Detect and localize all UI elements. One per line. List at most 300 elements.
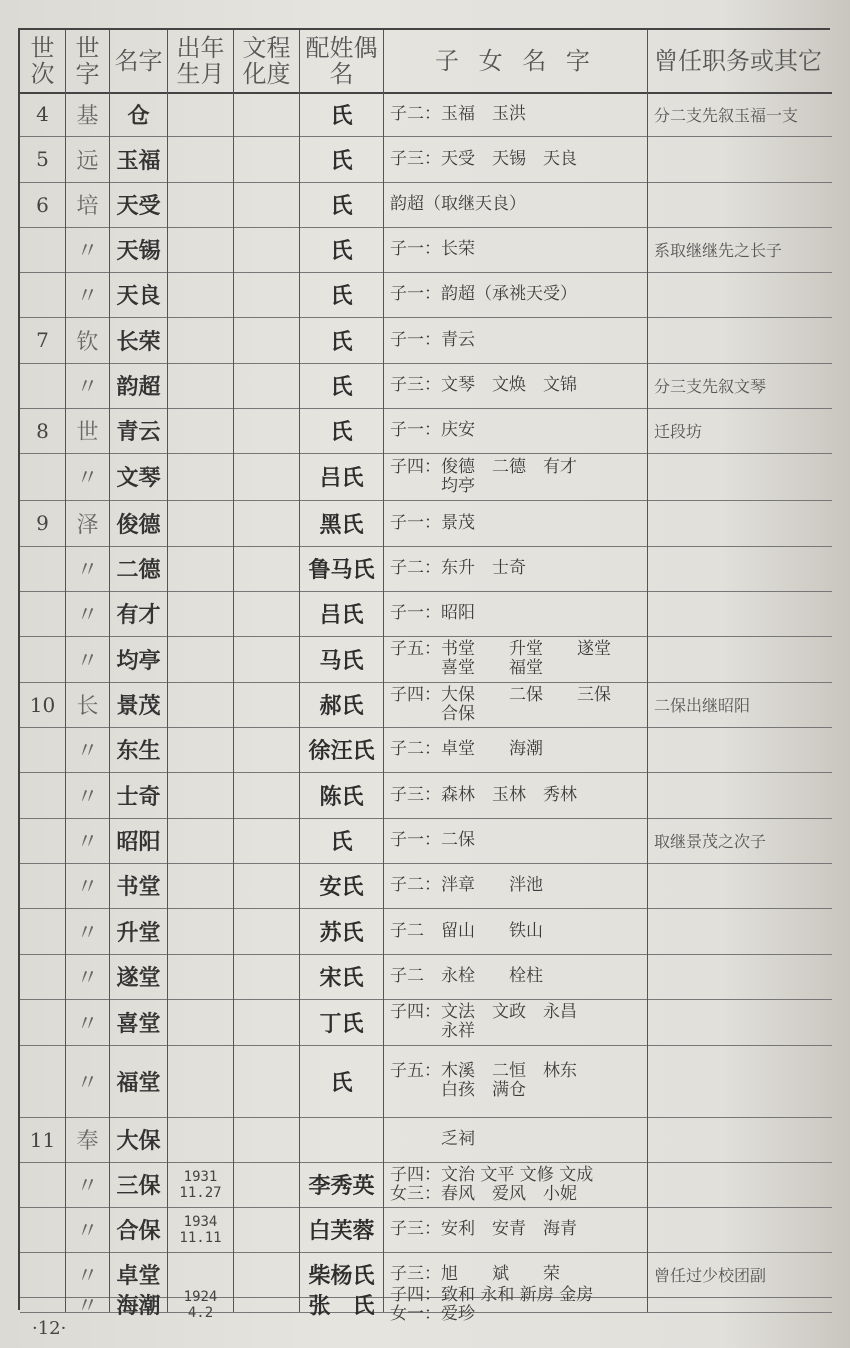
table-row <box>20 682 832 728</box>
generation-cell <box>20 772 66 818</box>
birth-cell <box>168 682 234 727</box>
table-row <box>20 136 832 183</box>
spouse-cell <box>300 1207 384 1252</box>
generation-char-cell <box>66 682 110 727</box>
name-cell <box>110 999 168 1045</box>
name-cell <box>110 317 168 363</box>
header-generation-char <box>66 30 110 92</box>
birth-cell <box>168 92 234 136</box>
name-cell <box>110 92 168 136</box>
education-cell <box>234 682 300 727</box>
note-cell <box>648 999 832 1045</box>
note-cell <box>648 453 832 500</box>
name-cell <box>110 682 168 727</box>
name-cell-text: 均亭 <box>116 647 161 674</box>
birth-cell <box>168 546 234 591</box>
header-spouse <box>300 30 384 92</box>
note-cell <box>648 272 832 317</box>
generation-cell-text: 6 <box>36 192 49 217</box>
spouse-cell-text: 柴杨氏 <box>308 1263 375 1289</box>
children-cell <box>384 408 648 453</box>
spouse-cell-text: 宋氏 <box>319 965 364 991</box>
spouse-cell <box>300 1162 384 1207</box>
children-cell <box>384 818 648 863</box>
generation-cell-text: 11 <box>29 1127 56 1152</box>
header-birth <box>168 30 234 92</box>
education-cell <box>234 317 300 363</box>
name-cell <box>110 227 168 272</box>
generation-char-cell <box>66 999 110 1045</box>
table-row <box>20 954 832 1000</box>
spouse-cell <box>300 136 384 182</box>
generation-char-cell <box>66 92 110 136</box>
name-cell-text: 士奇 <box>116 783 161 810</box>
generation-char-cell-text: 世 <box>76 420 99 445</box>
generation-cell <box>20 591 66 636</box>
generation-cell <box>20 863 66 908</box>
name-cell <box>110 1117 168 1162</box>
table-row <box>20 772 832 819</box>
children-cell <box>384 317 648 363</box>
generation-char-cell-text: 培 <box>76 194 99 219</box>
education-cell <box>234 772 300 818</box>
education-cell <box>234 182 300 227</box>
children-cell-text: 子一：景茂 <box>390 512 475 533</box>
spouse-cell-text: 安氏 <box>319 874 364 900</box>
education-cell <box>234 908 300 954</box>
children-cell-text: 子二 永栓 栓柱 <box>390 966 543 986</box>
header-name-text: 名字 <box>114 47 163 75</box>
name-cell-text: 大保 <box>116 1128 161 1154</box>
header-education-text: 文程化度 <box>242 34 291 88</box>
education-cell <box>234 636 300 682</box>
generation-cell-text: 7 <box>36 328 49 352</box>
generation-cell <box>20 954 66 999</box>
generation-cell <box>20 908 66 954</box>
education-cell <box>234 591 300 636</box>
name-cell <box>110 363 168 408</box>
note-cell <box>648 1252 832 1297</box>
children-cell <box>384 1207 648 1252</box>
generation-char-cell-text: 长 <box>76 694 99 719</box>
name-cell <box>110 408 168 453</box>
spouse-cell-text: 氏 <box>330 829 353 855</box>
table-row <box>20 453 832 501</box>
birth-cell <box>168 136 234 182</box>
spouse-cell <box>300 500 384 546</box>
children-cell <box>384 908 648 954</box>
table-row <box>20 227 832 273</box>
spouse-cell <box>300 863 384 908</box>
education-cell <box>234 1207 300 1252</box>
birth-cell <box>168 408 234 453</box>
note-cell <box>648 863 832 908</box>
name-cell <box>110 546 168 591</box>
birth-cell <box>168 999 234 1045</box>
birth-cell <box>168 453 234 500</box>
generation-char-cell <box>66 818 110 863</box>
note-cell <box>648 500 832 546</box>
generation-char-cell <box>66 1162 110 1207</box>
children-cell <box>384 591 648 636</box>
generation-char-cell <box>66 772 110 818</box>
generation-char-cell <box>66 1117 110 1162</box>
spouse-cell <box>300 227 384 272</box>
spouse-cell <box>300 818 384 863</box>
generation-char-cell <box>66 500 110 546</box>
generation-char-cell-text: 〃 <box>76 966 99 991</box>
table-header <box>20 30 832 94</box>
birth-cell <box>168 363 234 408</box>
children-cell <box>384 1117 648 1162</box>
spouse-cell-text: 氏 <box>330 147 353 174</box>
generation-char-cell-text: 〃 <box>76 284 99 309</box>
generation-char-cell-text: 基 <box>76 103 99 129</box>
table-row <box>20 546 832 592</box>
spouse-cell-text: 黑氏 <box>319 511 364 538</box>
note-cell <box>648 1117 832 1162</box>
generation-char-cell <box>66 908 110 954</box>
generation-char-cell <box>66 863 110 908</box>
generation-cell <box>20 1162 66 1207</box>
children-cell <box>384 772 648 818</box>
children-cell-text: 子一：韵超（承祧天受） <box>390 284 577 304</box>
spouse-cell <box>300 999 384 1045</box>
spouse-cell <box>300 1045 384 1117</box>
generation-char-cell-text: 〃 <box>76 1011 99 1037</box>
birth-cell <box>168 591 234 636</box>
spouse-cell-text: 氏 <box>330 1069 353 1096</box>
name-cell-text: 遂堂 <box>116 965 161 991</box>
children-cell <box>384 1045 648 1117</box>
header-name <box>110 30 168 92</box>
generation-char-cell <box>66 182 110 227</box>
generation-char-cell <box>66 1045 110 1117</box>
note-cell <box>648 727 832 772</box>
note-cell <box>648 1207 832 1252</box>
generation-char-cell <box>66 591 110 636</box>
generation-cell-text: 8 <box>36 418 49 443</box>
children-cell <box>384 682 648 727</box>
spouse-cell-text: 郝氏 <box>319 693 364 719</box>
generation-char-cell <box>66 408 110 453</box>
generation-cell <box>20 363 66 408</box>
note-cell <box>648 136 832 182</box>
children-cell-text: 子一：庆安 <box>390 420 475 440</box>
generation-cell <box>20 136 66 182</box>
children-cell-text: 子三：文琴 文焕 文锦 <box>390 375 577 395</box>
generation-char-cell <box>66 727 110 772</box>
education-cell <box>234 727 300 772</box>
education-cell <box>234 1252 300 1297</box>
generation-char-cell-text: 〃 <box>76 739 99 764</box>
birth-cell <box>168 818 234 863</box>
name-cell <box>110 500 168 546</box>
birth-cell <box>168 636 234 682</box>
generation-char-cell-text: 〃 <box>76 466 99 491</box>
name-cell-text: 二德 <box>116 557 161 583</box>
generation-char-cell-text: 〃 <box>76 603 99 628</box>
header-notes-text: 曾任职务或其它 <box>654 47 822 75</box>
birth-cell <box>168 1045 234 1117</box>
name-cell <box>110 818 168 863</box>
generation-char-cell-text: 〃 <box>76 920 99 946</box>
children-cell <box>384 500 648 546</box>
children-cell <box>384 227 648 272</box>
note-cell-text: 取继景茂之次子 <box>654 832 767 851</box>
generation-cell-text: 4 <box>36 102 49 126</box>
generation-char-cell <box>66 317 110 363</box>
education-cell <box>234 1162 300 1207</box>
spouse-cell <box>300 1293 384 1319</box>
children-cell-text: 子四：文治 文平 文修 文成 女三：春风 爱风 小妮 <box>390 1164 594 1204</box>
spouse-cell-text: 徐汪氏 <box>308 738 375 764</box>
education-cell <box>234 1117 300 1162</box>
children-cell <box>384 636 648 682</box>
education-cell <box>234 408 300 453</box>
generation-char-cell-text: 远 <box>76 148 99 174</box>
generation-cell <box>20 1252 66 1297</box>
header-education <box>234 30 300 92</box>
generation-char-cell-text: 钦 <box>76 329 99 355</box>
generation-char-cell <box>66 227 110 272</box>
note-cell <box>648 682 832 727</box>
note-cell <box>648 908 832 954</box>
generation-cell <box>20 453 66 500</box>
spouse-cell <box>300 636 384 682</box>
generation-cell <box>20 1297 66 1312</box>
generation-char-cell <box>66 1294 110 1319</box>
header-children-text: 子 女 名 字 <box>435 47 596 75</box>
generation-char-cell-text: 〃 <box>76 1174 99 1199</box>
note-cell-text: 曾任过少校团副 <box>654 1266 767 1285</box>
education-cell <box>234 1045 300 1117</box>
header-children <box>384 30 648 92</box>
children-cell-text: 韵超（取继天良） <box>390 194 526 214</box>
name-cell <box>110 136 168 182</box>
birth-cell <box>168 954 234 999</box>
name-cell-text: 合保 <box>116 1218 161 1244</box>
name-cell-text: 俊德 <box>116 511 161 538</box>
note-cell <box>648 1045 832 1117</box>
children-cell-text: 子二：泮章 泮池 <box>390 875 543 895</box>
spouse-cell-text: 张 氏 <box>308 1293 375 1319</box>
table-row <box>20 92 832 137</box>
generation-char-cell-text: 〃 <box>76 1264 99 1289</box>
spouse-cell-text: 吕氏 <box>319 465 364 491</box>
genealogy-table <box>18 28 830 1324</box>
children-cell <box>384 546 648 591</box>
name-cell-text: 海潮 <box>116 1293 161 1319</box>
generation-char-cell-text: 〃 <box>76 830 99 855</box>
children-cell <box>384 954 648 999</box>
generation-cell <box>20 500 66 546</box>
name-cell-text: 天良 <box>116 283 161 309</box>
name-cell-text: 玉福 <box>116 147 161 174</box>
education-cell <box>234 1297 300 1312</box>
note-cell <box>648 1162 832 1207</box>
children-cell <box>384 727 648 772</box>
children-cell-text: 子四：大保 二保 三保 合保 <box>390 684 611 724</box>
education-cell <box>234 453 300 500</box>
name-cell-text: 三保 <box>116 1173 161 1199</box>
children-cell-text: 子三：安利 安青 海青 <box>390 1219 577 1239</box>
table-row <box>20 636 832 683</box>
name-cell <box>110 453 168 500</box>
education-cell <box>234 363 300 408</box>
name-cell-text: 青云 <box>116 419 161 445</box>
note-cell <box>648 818 832 863</box>
children-cell <box>384 1162 648 1207</box>
children-cell-text: 子二：玉福 玉洪 <box>390 103 526 124</box>
education-cell <box>234 999 300 1045</box>
generation-cell <box>20 317 66 363</box>
generation-char-cell-text: 〃 <box>76 784 99 810</box>
spouse-cell-text: 氏 <box>330 193 353 219</box>
name-cell <box>110 182 168 227</box>
name-cell-text: 仓 <box>127 102 150 129</box>
generation-cell <box>20 272 66 317</box>
education-cell <box>234 546 300 591</box>
note-cell-text: 分三支先叙文琴 <box>654 377 767 396</box>
table-row <box>20 317 832 364</box>
note-cell <box>648 772 832 818</box>
name-cell-text: 福堂 <box>116 1069 161 1096</box>
table-row <box>20 591 832 637</box>
birth-cell-text: 1924 4.2 <box>183 1288 218 1321</box>
birth-cell <box>168 1117 234 1162</box>
generation-cell <box>20 1207 66 1252</box>
header-generation-char-text: 世字 <box>75 34 100 88</box>
page-number: ·12· <box>32 1318 67 1339</box>
table-row <box>20 408 832 454</box>
spouse-cell <box>300 92 384 136</box>
note-cell <box>648 363 832 408</box>
note-cell <box>648 317 832 363</box>
generation-cell <box>20 408 66 453</box>
generation-cell <box>20 636 66 682</box>
spouse-cell-text: 陈氏 <box>319 783 364 810</box>
spouse-cell <box>300 408 384 453</box>
education-cell <box>234 863 300 908</box>
generation-cell <box>20 999 66 1045</box>
name-cell-text: 文琴 <box>116 465 161 491</box>
header-birth-text: 出年生月 <box>176 34 225 88</box>
name-cell-text: 天受 <box>116 193 161 219</box>
spouse-cell <box>300 727 384 772</box>
generation-cell <box>20 227 66 272</box>
header-generation <box>20 30 66 92</box>
note-cell <box>648 546 832 591</box>
generation-char-cell <box>66 954 110 999</box>
spouse-cell-text: 苏氏 <box>319 919 364 946</box>
note-cell <box>648 408 832 453</box>
spouse-cell-text: 氏 <box>330 102 353 129</box>
spouse-cell <box>300 317 384 363</box>
generation-char-cell-text: 奉 <box>76 1129 99 1154</box>
generation-cell <box>20 727 66 772</box>
education-cell <box>234 227 300 272</box>
table-row <box>20 1207 832 1253</box>
table-row <box>20 272 832 318</box>
spouse-cell <box>300 182 384 227</box>
children-cell <box>384 863 648 908</box>
birth-cell <box>168 272 234 317</box>
children-cell <box>384 453 648 500</box>
spouse-cell-text: 李秀英 <box>308 1173 375 1199</box>
note-cell-text: 二保出继昭阳 <box>654 696 751 715</box>
table-row <box>20 999 832 1046</box>
note-cell-text: 系取继继先之长子 <box>654 241 783 260</box>
note-cell <box>648 636 832 682</box>
generation-char-cell-text: 〃 <box>76 375 99 400</box>
note-cell-text: 分二支先叙玉福一支 <box>654 105 799 125</box>
table-row <box>20 182 832 228</box>
name-cell <box>110 908 168 954</box>
spouse-cell <box>300 908 384 954</box>
generation-cell-text: 10 <box>29 692 56 717</box>
spouse-cell <box>300 363 384 408</box>
generation-cell <box>20 92 66 136</box>
name-cell-text: 喜堂 <box>116 1010 161 1037</box>
generation-char-cell <box>66 546 110 591</box>
name-cell <box>110 1045 168 1117</box>
generation-char-cell-text: 〃 <box>76 1294 99 1319</box>
children-cell-text: 乏祠 <box>390 1129 475 1149</box>
generation-cell-text: 5 <box>36 147 49 171</box>
note-cell <box>648 227 832 272</box>
generation-cell <box>20 1045 66 1117</box>
generation-cell <box>20 546 66 591</box>
birth-cell <box>168 227 234 272</box>
spouse-cell <box>300 453 384 500</box>
header-generation-text: 世次 <box>30 34 55 88</box>
children-cell <box>384 182 648 227</box>
spouse-cell-text: 白芙蓉 <box>308 1218 375 1244</box>
spouse-cell-text: 氏 <box>330 283 353 309</box>
table-row <box>20 1045 832 1118</box>
children-cell <box>384 363 648 408</box>
name-cell-text: 东生 <box>116 738 161 764</box>
generation-char-cell <box>66 453 110 500</box>
name-cell <box>110 591 168 636</box>
note-cell-text: 迁段坊 <box>654 422 703 441</box>
name-cell-text: 有才 <box>116 602 161 628</box>
children-cell-text: 子二：东升 士奇 <box>390 558 526 578</box>
birth-cell <box>168 317 234 363</box>
birth-cell <box>168 500 234 546</box>
generation-char-cell <box>66 636 110 682</box>
table-row <box>20 500 832 547</box>
name-cell <box>110 272 168 317</box>
birth-cell-text: 1931 11.27 <box>179 1168 222 1201</box>
children-cell-text: 子二 留山 铁山 <box>390 920 543 941</box>
spouse-cell <box>300 591 384 636</box>
name-cell <box>110 727 168 772</box>
children-cell-text: 子三：天受 天锡 天良 <box>390 148 577 169</box>
spouse-cell <box>300 682 384 727</box>
spouse-cell-text: 氏 <box>330 238 353 264</box>
spouse-cell <box>300 546 384 591</box>
note-cell <box>648 591 832 636</box>
name-cell <box>110 772 168 818</box>
children-cell-text: 子三：森林 玉林 秀林 <box>390 784 577 805</box>
education-cell <box>234 136 300 182</box>
birth-cell-text: 1934 11.11 <box>179 1213 222 1246</box>
table-row <box>20 363 832 409</box>
children-cell-text: 子三：旭 斌 荣 <box>390 1264 560 1284</box>
name-cell-text: 长荣 <box>116 328 161 355</box>
